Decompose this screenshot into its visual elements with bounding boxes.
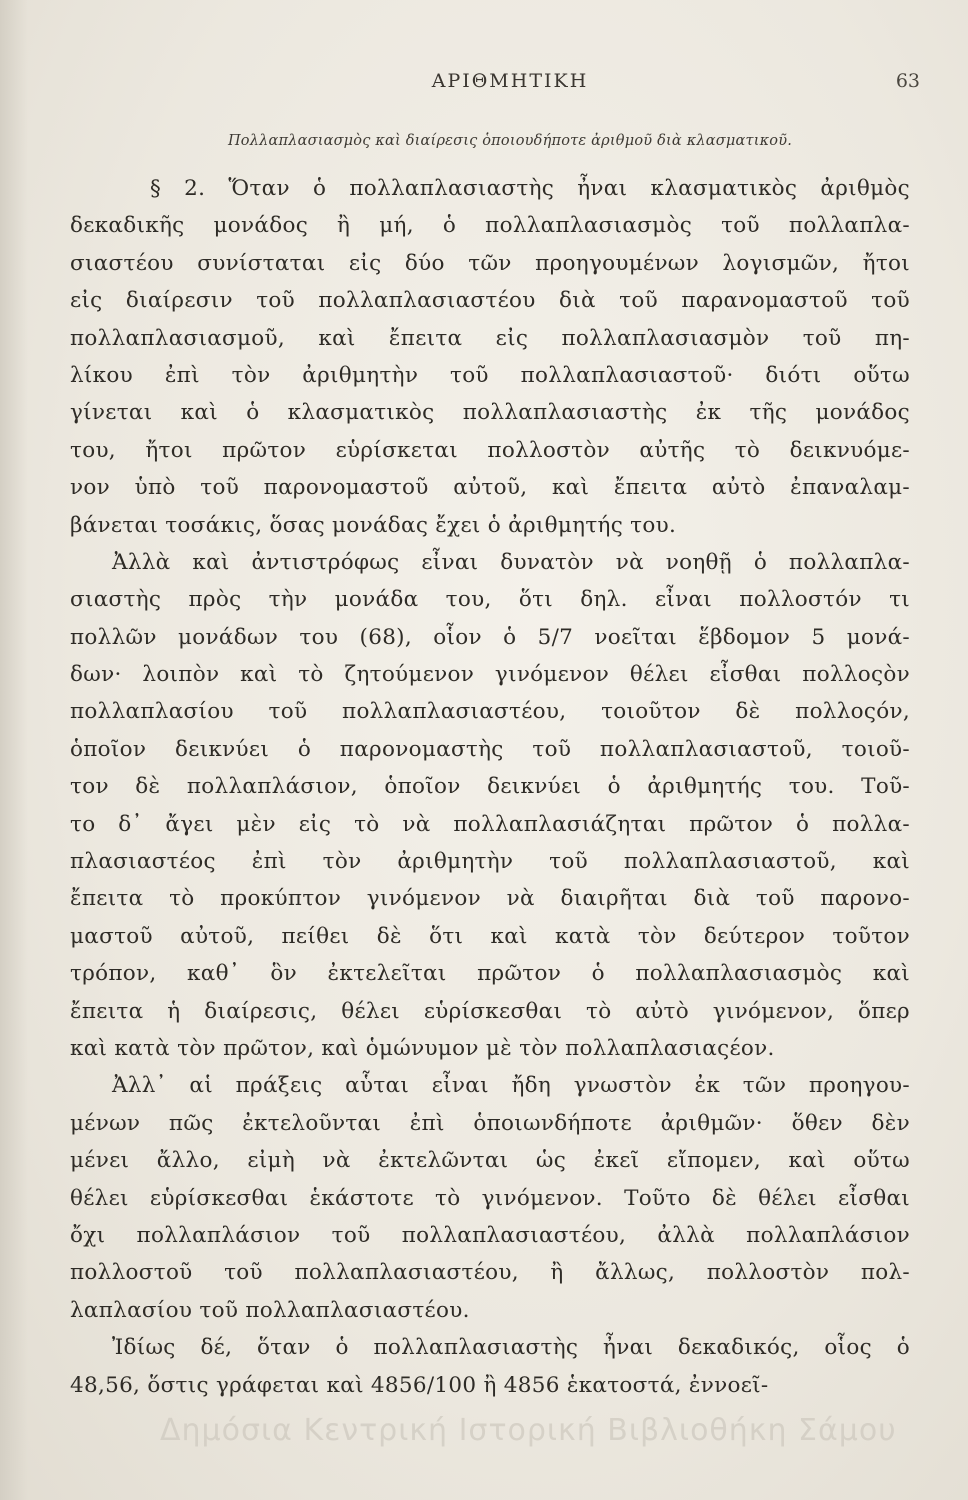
text-line: καὶ κατὰ τὸν πρῶτον, καὶ ὁμώνυμον μὲ τὸν πολλαπλασιαςέον. (70, 1035, 775, 1061)
text-line: ὄχι πολλαπλάσιον τοῦ πολλαπλασιαστέου, ἀλλὰ πολλαπλάσιον (70, 1222, 910, 1248)
page-number: 63 (895, 70, 920, 92)
text-line: εἰς διαίρεσιν τοῦ πολλαπλασιαστέου διὰ τοῦ παρανομαστοῦ τοῦ (70, 288, 910, 314)
running-head (100, 70, 920, 100)
text-line: πολλοστοῦ τοῦ πολλαπλασιαστέου, ἢ ἄλλως, πολλοστὸν πολ- (70, 1260, 910, 1286)
text-line: δεκαδικῆς μονάδος ἢ μή, ὁ πολλαπλασιασμὸς τοῦ πολλαπλα- (70, 213, 910, 239)
text-line: Ἀλλ᾽ αἱ πράξεις αὗται εἶναι ἤδη γνωστὸν ἐκ τῶν προηγου- (112, 1073, 910, 1099)
binding-shadow (0, 0, 28, 1500)
text-line: πολλῶν μονάδων του (68), οἷον ὁ 5/7 νοεῖται ἕβδομον 5 μονά- (70, 624, 910, 650)
text-line: Ἰδίως δέ, ὅταν ὁ πολλαπλασιαστὴς ἦναι δεκαδικός, οἷος ὁ (112, 1335, 910, 1361)
text-line: του, ἤτοι πρῶτον εὑρίσκεται πολλοστὸν αὐτῆς τὸ δεικνυόμε- (70, 437, 910, 463)
text-line: θέλει εὑρίσκεσθαι ἑκάστοτε τὸ γινόμενον. Τοῦτο δὲ θέλει εἶσθαι (70, 1185, 910, 1211)
text-line: σιαστέου συνίσταται εἰς δύο τῶν προηγουμένων λογισμῶν, ἤτοι (70, 250, 910, 276)
section-caption: Πολλαπλασιασμὸς καὶ διαίρεσις ὁποιουδήποτε ἀριθμοῦ διὰ κλασματικοῦ. (227, 133, 793, 149)
text-line: τρόπον, καθ᾽ ὃν ἐκτελεῖται πρῶτον ὁ πολλαπλασιασμὸς καὶ (70, 961, 910, 987)
body-text (70, 170, 910, 1404)
text-line: 48,56, ὅστις γράφεται καὶ 4856/100 ἢ 4856 ἑκατοστά, ἐννοεῖ- (70, 1372, 769, 1398)
text-line: μένει ἄλλο, εἰμὴ νὰ ἐκτελῶνται ὡς ἐκεῖ εἴπομεν, καὶ οὕτω (70, 1148, 910, 1174)
text-line: ἔπειτα ἡ διαίρεσις, θέλει εὑρίσκεσθαι τὸ αὐτὸ γινόμενον, ὅπερ (70, 998, 910, 1024)
text-line: λαπλασίου τοῦ πολλαπλασιαστέου. (70, 1297, 470, 1323)
text-line: § 2. Ὅταν ὁ πολλαπλασιαστὴς ἦναι κλασματικὸς ἀριθμὸς (150, 176, 910, 201)
library-watermark: Δημόσια Κεντρική Ιστορική Βιβλιοθήκη Σάμου (160, 1413, 897, 1448)
text-line: σιαστὴς πρὸς τὴν μονάδα του, ὅτι δηλ. εἶναι πολλοστόν τι (70, 587, 910, 613)
text-line: Ἀλλὰ καὶ ἀντιστρόφως εἶναι δυνατὸν νὰ νοηθῇ ὁ πολλαπλα- (112, 549, 910, 575)
text-line: πολλαπλασίου τοῦ πολλαπλασιαστέου, τοιοῦτον δὲ πολλοςόν, (70, 699, 910, 725)
text-line: το δ᾽ ἄγει μὲν εἰς τὸ νὰ πολλαπλασιάζηται πρῶτον ὁ πολλα- (70, 811, 910, 837)
text-line: δων· λοιπὸν καὶ τὸ ζητούμενον γινόμενον θέλει εἶσθαι πολλοςὸν (70, 662, 910, 688)
text-line: ὁποῖον δεικνύει ὁ παρονομαστὴς τοῦ πολλαπλασιαστοῦ, τοιοῦ- (70, 736, 910, 762)
text-line: γίνεται καὶ ὁ κλασματικὸς πολλαπλασιαστὴς ἐκ τῆς μονάδος (70, 400, 910, 426)
text-line: πολλαπλασιασμοῦ, καὶ ἔπειτα εἰς πολλαπλασιασμὸν τοῦ πη- (70, 325, 910, 351)
text-line: βάνεται τοσάκις, ὅσας μονάδας ἔχει ὁ ἀριθμητής του. (70, 512, 677, 538)
text-line: ἔπειτα τὸ προκύπτον γινόμενον νὰ διαιρῆται διὰ τοῦ παρονο- (70, 886, 910, 912)
text-line: πλασιαστέος ἐπὶ τὸν ἀριθμητὴν τοῦ πολλαπλασιαστοῦ, καὶ (70, 849, 910, 875)
text-line: μαστοῦ αὐτοῦ, πείθει δὲ ὅτι καὶ κατὰ τὸν δεύτερον τοῦτον (70, 923, 910, 949)
text-line: νον ὑπὸ τοῦ παρονομαστοῦ αὐτοῦ, καὶ ἔπειτα αὐτὸ ἐπαναλαμ- (70, 475, 910, 501)
running-title: ΑΡΙΘΜΗΤΙΚΗ (431, 70, 589, 92)
text-line: μένων πῶς ἐκτελοῦνται ἐπὶ ὁποιωνδήποτε ἀριθμῶν· ὅθεν δὲν (70, 1110, 910, 1136)
text-line: τον δὲ πολλαπλάσιον, ὁποῖον δεικνύει ὁ ἀριθμητής του. Τοῦ- (70, 774, 910, 800)
text-line: λίκου ἐπὶ τὸν ἀριθμητὴν τοῦ πολλαπλασιαστοῦ· διότι οὕτω (70, 362, 910, 388)
